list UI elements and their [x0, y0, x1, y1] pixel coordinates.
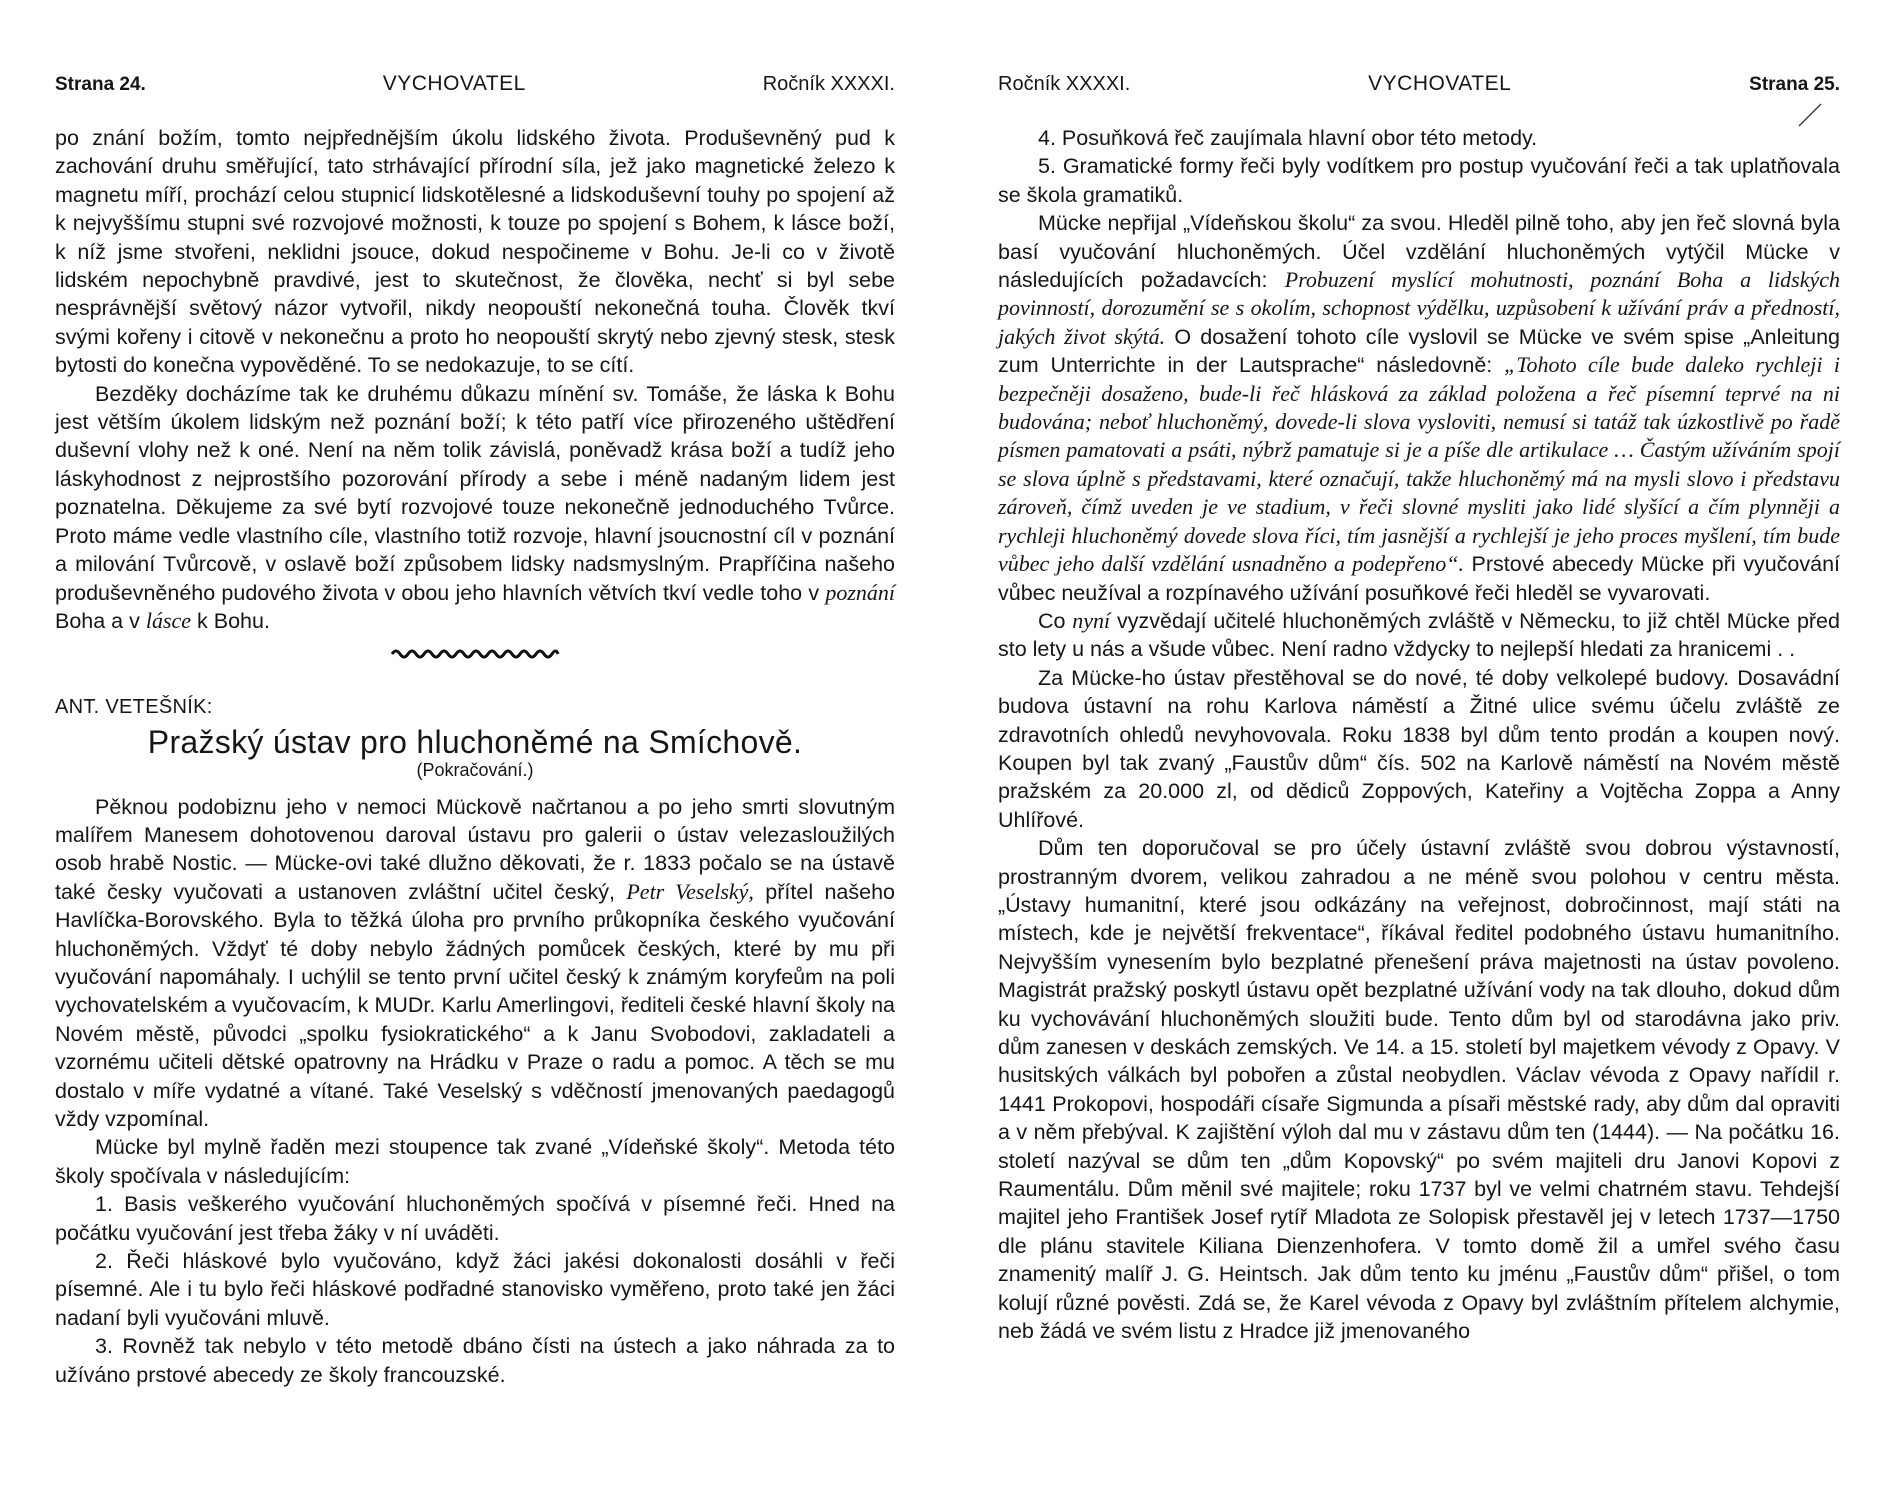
left-body [55, 124, 895, 1389]
left-column [55, 72, 895, 1389]
right-paragraph-4: Dům ten doporučoval se pro účely ústavní zvláště svou dobrou výstavností, prostranným dvorem, velikou zahradou a ne méně svou polohou v centru města. „Ústavy humanitní, které jsou odkázány na veřejnost, dobročinnost, mají státi na místech, kde je největší frekventace“, říkával ředitel podobného ústavu humanitního. Nejvyšším vynesením bylo bezplatné přenešení práva majetnosti na ústav povoleno. Magistrát pražský poskytl ústavu opět bezplatné užívání vody na tak dlouho, dokud dům ku vychovávání hluchoněmých sloužiti bude. Tento dům byl od starodávna jako priv. dům zanesen v deskách zemských. Ve 14. a 15. století byl majetkem vévody z Opavy. V husitských válkách byl pobořen a zůstal neobydlen. Václav vévoda z Opavy nařídil r. 1441 Prokopovi, hospodáři císaře Sigmunda a písaři městské rady, aby dům dal opraviti a v něm přebýval. K zajištění výloh dal mu v zástavu dům ten (1444). — Na počátku 16. století nazýval se dům ten „dům Kopovský“ po svém majiteli dru Janovi Kopovi z Raumentálu. Dům měnil své majitele; roku 1737 byl ve velmi chatrném stavu. Tehdejší majitel jeho František Josef rytíř Mladota ze Solopisk přestavěl jej v letech 1737—1750 dle plánu stavitele Kiliana Dienzenhofera. V tomto domě žil a umřel svého času znamenitý malíř J. G. Heintsch. Jak dům tento ku jménu „Faustův dům“ přišel, o tom kolují různé pověsti. Zdá se, že Karel vévoda z Opavy byl zvláštním přítelem alchymie, neb žádá ve svém listu z Hradce již jmenovaného [998, 836, 1840, 1344]
article-paragraph-2: Mücke byl mylně řaděn mezi stoupence tak zvané „Vídeňské školy“. Metoda této školy spočívala v následujícím: [55, 1135, 895, 1188]
right-journal-title: VYCHOVATEL [1368, 72, 1512, 95]
right-paragraph-1-b: O dosažení tohoto cíle vyslovil se Mücke ve svém spise „Anleitung zum Unterrichte in der Lautsprache“ následovně: [998, 324, 1840, 378]
left-paragraph-1: po znání božím, tomto nejpřednějším úkolu lidského života. Produševněný pud k zachování druhu směřující, tato strhávající přírodní síla, jež jako magnetické železo k magnetu míří, prochází celou stupnicí lidskotělesné a lidskoduševní touhy po spojení až k nejvyššímu stupni své rozvojové možnosti, k touze po spojení s Bohem, k lásce boží, k níž jsme stvořeni, neklidni jsouce, dokud nespočineme v Bohu. Je-li co v životě lidském nepochybně pravdivé, jest to skutečnost, že člověka, nechť si byl sebe nesprávnější světový názor vytvořil, nikdy neopouští nekonečná touha. Člověk tkví svými kořeny i citově v nekonečnu a proto ho neopouští skrytý nebo zjevný stesk, stesk bytosti do konečna vypověděné. To se nedokazuje, to se cítí. [55, 126, 895, 378]
right-volume: Ročník XXXXI. [998, 73, 1131, 95]
article-title: Pražský ústav pro hluchoněmé na Smíchově. [147, 723, 803, 760]
left-paragraph-2-emphasis-2: lásce [145, 607, 192, 633]
left-paragraph-2-end: k Bohu. [191, 608, 270, 633]
right-page [940, 0, 1880, 1500]
left-paragraph-2-text: Bezděky docházíme tak ke druhému důkazu mínění sv. Tomáše, že láska k Bohu jest větším úkolem lidským než poznání boží; k této patří více přirozeného uštědření duševní vlohy než k oné. Není na něm tolik závislá, poněvadž krása boží a tudíž jeho láskyhodnost z nejprostšího pozorování přírody a sebe i méně nadaným lidem jest poznatelna. Děkujeme za své bytí rozvojové touze nekonečně jednoduchého Tvůrce. Proto máme vedle vlastního cíle, vlastního totiž rozvoje, hlavní jsoucnostní cíl v poznání a milování Tvůrcově, v oslavě boží způsobem lidsky nadsmyslným. Prapříčina našeho produševněného pudového života v obou jeho hlavních větvích tkví vedle toho v [55, 381, 895, 605]
left-paragraph-2-mid: Boha a v [55, 608, 146, 633]
list-item: 4. Posuňková řeč zaujímala hlavní obor této metody. [1038, 126, 1538, 150]
right-page-number: Strana 25. [1749, 74, 1840, 95]
left-paragraph-2-emphasis-1: poznání [825, 579, 895, 605]
article-subtitle: (Pokračování.) [416, 760, 534, 781]
right-paragraph-1-emphasis-1: Probuzení myslící mohutnosti, poznání Boha a lidských povinností, dorozumění se s okolím, schopnost výdělku, uzpůsobení k užívání práv a předností, jakých život skýtá. [998, 267, 1840, 349]
left-paragraph-2 [55, 380, 895, 636]
right-body [998, 124, 1840, 1345]
list-item: 2. Řeči hláskové bylo vyučováno, když žáci jakési dokonalosti dosáhli v řeči písemné. Ale i tu bylo řeči hláskové podřadné stanovisko vyměřeno, proto také jen žáci nadaní byli vyučováni mluvě. [55, 1249, 895, 1330]
right-paragraph-1 [998, 209, 1840, 607]
right-running-head [998, 72, 1840, 102]
right-column [998, 72, 1840, 1345]
list-item: 5. Gramatické formy řeči byly vodítkem pro postup vyučování řeči a tak uplatňovala se škola gramatiků. [998, 154, 1840, 207]
article-paragraph-1-emphasis: Petr Veselský, [626, 878, 754, 904]
left-journal-title: VYCHOVATEL [382, 72, 526, 95]
left-page-number: Strana 24. [55, 74, 146, 95]
right-paragraph-2 [998, 607, 1840, 664]
right-paragraph-2-emphasis: nyní [1072, 607, 1111, 633]
right-paragraph-1-a: Mücke nepřijal „Vídeňskou školu“ za svou. Hleděl pilně toho, aby jen řeč slovná byla basí vyučování hluchoněmých. Účel vzdělání hluchoněmých vytýčil Mücke v následujících požadavcích: [998, 211, 1840, 293]
right-paragraph-1-emphasis-2: „Tohoto cíle bude daleko rychleji i bezpečněji dosaženo, bude-li řeč hlásková za základ položena a řeč písemní teprvé na ni budována; neboť hluchoněmý, dovede-li slova vysloviti, nemusí si tatáž tak úzkostlivě po řadě písmen pamatovati a psáti, nýbrž pamatuje si je a píše dle artikulace … Častým užíváním spojí se slova úplně s představami, které označují, takže hluchoněmý má na mysli slovo i představu zároveň, čímž uveden je ve stadium, v řeči slovné mysliti jako lidé slyšící a čím plynněji a rychleji hluchoněmý dovede slova říci, tím jasnější a rychlejší je jeho proces myšlení, tím bude vůbec jeho další vzdělání usnadněno a podepřeno“. [998, 352, 1841, 577]
list-item: 1. Basis veškerého vyučování hluchoněmých spočívá v písemné řeči. Hned na počátku vyučování jest třeba žáky v ní uváděti. [55, 1192, 895, 1245]
right-paragraph-1-c: Prstové abecedy Mücke při vyučování vůbec neužíval a rozpínavého užívání posuňkové řeči hleděl se vyvarovati. [998, 552, 1841, 605]
article-paragraph-1-a: Pěknou podobiznu jeho v nemoci Mückově načrtanou a po jeho smrti slovutným malířem Manesem dohotovenou daroval ústavu pro galerii o ústav velezasloužilých osob hrabě Nostic. — Mücke-ovi také dlužno děkovati, že r. 1833 počalo se na ústavě také česky vyučovati a ustanoven zvláštní učitel český, [55, 794, 895, 904]
right-paragraph-2-a: Co [1038, 608, 1073, 633]
article-paragraph-1 [55, 793, 895, 1134]
left-volume: Ročník XXXXI. [762, 73, 895, 95]
article-paragraph-1-b: přítel našeho Havlíčka-Borovského. Byla to těžká úloha pro prvního průkopníka českého vyučování hluchoněmých. Vždyť té doby nebylo žádných pomůcek českých, které by mu při vyučování napomáhaly. I uchýlil se tento první učitel český k známým koryfeům na poli vychovatelském a vyučovacím, k MUDr. Karlu Amerlingovi, řediteli české hlavní školy na Novém městě, původci „spolku fysiokratického“ a k Janu Svobodovi, zakladateli a vzornému učiteli dětské opatrovny na Hrádku v Praze o radu a pomoc. A těch se mu dostalo v míře vydatné a vítané. Také Veselský s vděčností jmenovaných paedagogů vždy vzpomínal. [55, 879, 896, 1131]
left-running-head [55, 72, 895, 102]
list-item: 3. Rovněž tak nebylo v této metodě dbáno čísti na ústech a jako náhrada za to užíváno prstové abecedy ze školy francouzské. [55, 1334, 895, 1387]
right-paragraph-3: Za Mücke-ho ústav přestěhoval se do nové, té doby velkolepé budovy. Dosavádní budova ústavní na rohu Karlova náměstí a Žitné ulice svému účelu zvláště ze zdravotních ohledů nevyhovovala. Roku 1838 byl dům tento prodán a koupen nový. Koupen byl tak zvaný „Faustův dům“ čís. 502 na Karlově náměstí na Novém městě pražském za 20.000 zl, od dědiců Zoppových, Kateřiny a Vojtěcha Zoppa a Anny Uhlířové. [998, 665, 1840, 832]
article-author: ANT. VETEŠNÍK: [55, 696, 213, 719]
section-divider-ornament [390, 647, 560, 661]
right-paragraph-2-b: vyzvědají učitelé hluchoněmých zvláště v Německu, to již chtěl Mücke před sto lety u nás a všude vůbec. Není radno vždycky to nejlepší hledati za hranicemi . . [998, 608, 1840, 662]
